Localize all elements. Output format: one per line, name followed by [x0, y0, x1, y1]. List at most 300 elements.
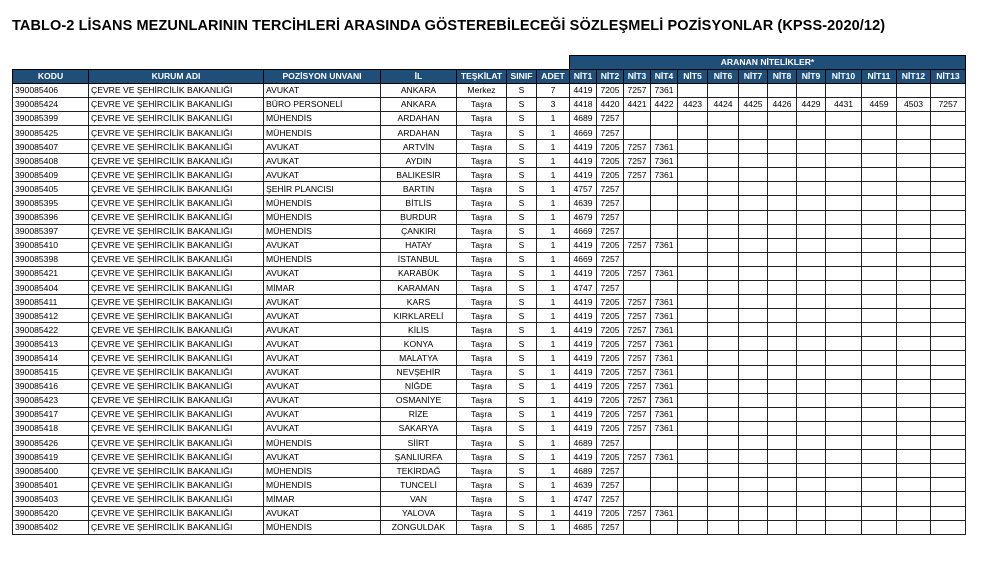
qualification-cell: [768, 83, 797, 97]
class-cell: S: [507, 154, 537, 168]
code-cell: 390085408: [13, 154, 89, 168]
code-cell: 390085398: [13, 252, 89, 266]
column-header: NİT1: [570, 69, 597, 83]
institution-cell: ÇEVRE VE ŞEHİRCİLİK BAKANLIĞI: [89, 210, 264, 224]
organization-cell: Taşra: [457, 407, 507, 421]
code-cell: 390085413: [13, 337, 89, 351]
qualification-cell: [897, 182, 931, 196]
organization-cell: Taşra: [457, 266, 507, 280]
quantity-cell: 3: [537, 97, 570, 111]
code-cell: 390085426: [13, 436, 89, 450]
qualification-cell: [897, 421, 931, 435]
qualification-cell: [826, 168, 862, 182]
qualification-cell: 7257: [624, 323, 651, 337]
qualification-cell: [931, 210, 966, 224]
qualification-cell: [624, 281, 651, 295]
institution-cell: ÇEVRE VE ŞEHİRCİLİK BAKANLIĞI: [89, 492, 264, 506]
institution-cell: ÇEVRE VE ŞEHİRCİLİK BAKANLIĞI: [89, 393, 264, 407]
page-title: TABLO-2 LİSANS MEZUNLARININ TERCİHLERİ ARASINDA GÖSTEREBİLECEĞİ SÖZLEŞMELİ POZİSYONLAR (KPSS-2020/12): [12, 18, 886, 34]
qualification-cell: [678, 351, 708, 365]
province-cell: SİİRT: [381, 436, 457, 450]
qualification-cell: [739, 506, 768, 520]
quantity-cell: 1: [537, 506, 570, 520]
qualification-cell: [708, 520, 739, 534]
qualification-cell: [768, 111, 797, 125]
organization-cell: Taşra: [457, 182, 507, 196]
qualification-cell: [862, 351, 897, 365]
table-row: [13, 224, 966, 238]
qualification-cell: [768, 407, 797, 421]
institution-cell: ÇEVRE VE ŞEHİRCİLİK BAKANLIĞI: [89, 182, 264, 196]
qualification-cell: [897, 238, 931, 252]
qualification-cell: [862, 478, 897, 492]
qualification-cell: [678, 393, 708, 407]
qualification-cell: 7257: [624, 238, 651, 252]
qualification-cell: [826, 393, 862, 407]
column-header: NİT4: [651, 69, 678, 83]
qualification-cell: 7257: [624, 407, 651, 421]
class-cell: S: [507, 379, 537, 393]
qualification-cell: [931, 125, 966, 139]
qualification-cell: 4422: [651, 97, 678, 111]
qualification-cell: [678, 210, 708, 224]
organization-cell: Taşra: [457, 97, 507, 111]
qualification-cell: [797, 492, 826, 506]
qualification-cell: [651, 224, 678, 238]
province-cell: BİTLİS: [381, 196, 457, 210]
qualification-cell: [708, 478, 739, 492]
column-header: NİT2: [597, 69, 624, 83]
super-header-spacer: [13, 56, 570, 70]
position-cell: AVUKAT: [264, 323, 381, 337]
qualification-cell: [708, 379, 739, 393]
qualification-cell: 7257: [624, 154, 651, 168]
column-header: NİT6: [708, 69, 739, 83]
qualification-cell: [897, 351, 931, 365]
qualification-cell: [651, 182, 678, 196]
positions-table: [12, 55, 966, 535]
qualification-cell: [826, 154, 862, 168]
position-cell: MİMAR: [264, 492, 381, 506]
qualification-cell: [862, 520, 897, 534]
qualification-cell: [739, 478, 768, 492]
province-cell: KONYA: [381, 337, 457, 351]
qualification-cell: [768, 154, 797, 168]
qualification-cell: [931, 266, 966, 280]
qualification-cell: [931, 238, 966, 252]
table-row: [13, 450, 966, 464]
quantity-cell: 1: [537, 365, 570, 379]
qualification-cell: 4421: [624, 97, 651, 111]
qualification-cell: 4419: [570, 309, 597, 323]
qualification-cell: [708, 252, 739, 266]
qualification-cell: [862, 266, 897, 280]
code-cell: 390085424: [13, 97, 89, 111]
organization-cell: Taşra: [457, 379, 507, 393]
quantity-cell: 7: [537, 83, 570, 97]
qualification-cell: [862, 238, 897, 252]
quantity-cell: 1: [537, 351, 570, 365]
qualification-cell: 4419: [570, 407, 597, 421]
province-cell: BARTIN: [381, 182, 457, 196]
qualification-cell: [768, 365, 797, 379]
qualification-cell: [826, 379, 862, 393]
qualification-cell: 7205: [597, 295, 624, 309]
province-cell: ÇANKIRI: [381, 224, 457, 238]
quantity-cell: 1: [537, 337, 570, 351]
table-row: [13, 97, 966, 111]
province-cell: HATAY: [381, 238, 457, 252]
qualification-cell: [708, 140, 739, 154]
code-cell: 390085402: [13, 520, 89, 534]
qualification-cell: [678, 365, 708, 379]
qualification-cell: [624, 210, 651, 224]
column-header: NİT3: [624, 69, 651, 83]
qualification-cell: [826, 224, 862, 238]
qualification-cell: [862, 337, 897, 351]
qualification-cell: [897, 210, 931, 224]
class-cell: S: [507, 520, 537, 534]
qualification-cell: [797, 281, 826, 295]
qualification-cell: 7257: [597, 252, 624, 266]
qualification-cell: [708, 111, 739, 125]
qualification-cell: [931, 140, 966, 154]
qualification-cell: [678, 337, 708, 351]
qualification-cell: 7257: [597, 436, 624, 450]
qualification-cell: [768, 351, 797, 365]
province-cell: BALIKESİR: [381, 168, 457, 182]
qualification-cell: 4419: [570, 266, 597, 280]
qualification-cell: [797, 182, 826, 196]
qualification-cell: [739, 140, 768, 154]
organization-cell: Taşra: [457, 337, 507, 351]
qualification-cell: 7205: [597, 337, 624, 351]
qualification-cell: 7361: [651, 365, 678, 379]
code-cell: 390085399: [13, 111, 89, 125]
organization-cell: Taşra: [457, 224, 507, 238]
table-row: [13, 281, 966, 295]
qualification-cell: [768, 520, 797, 534]
aranan-nitelikler-header: ARANAN NİTELİKLER*: [570, 56, 966, 70]
qualification-cell: [708, 309, 739, 323]
province-cell: MALATYA: [381, 351, 457, 365]
qualification-cell: [931, 393, 966, 407]
qualification-cell: 7361: [651, 154, 678, 168]
institution-cell: ÇEVRE VE ŞEHİRCİLİK BAKANLIĞI: [89, 252, 264, 266]
qualification-cell: [797, 154, 826, 168]
qualification-cell: [897, 492, 931, 506]
code-cell: 390085409: [13, 168, 89, 182]
table-row: [13, 351, 966, 365]
qualification-cell: 7361: [651, 421, 678, 435]
qualification-cell: [797, 478, 826, 492]
qualification-cell: 7361: [651, 140, 678, 154]
qualification-cell: [826, 295, 862, 309]
qualification-cell: [708, 436, 739, 450]
qualification-cell: [768, 238, 797, 252]
qualification-cell: [797, 295, 826, 309]
qualification-cell: 7205: [597, 379, 624, 393]
qualification-cell: 4418: [570, 97, 597, 111]
position-cell: AVUKAT: [264, 83, 381, 97]
qualification-cell: [897, 520, 931, 534]
qualification-cell: 4679: [570, 210, 597, 224]
quantity-cell: 1: [537, 436, 570, 450]
qualification-cell: [862, 436, 897, 450]
qualification-cell: [826, 365, 862, 379]
class-cell: S: [507, 365, 537, 379]
qualification-cell: [678, 421, 708, 435]
qualification-cell: [797, 309, 826, 323]
qualification-cell: [862, 464, 897, 478]
qualification-cell: [739, 210, 768, 224]
qualification-cell: [931, 196, 966, 210]
qualification-cell: [826, 351, 862, 365]
code-cell: 390085407: [13, 140, 89, 154]
qualification-cell: [862, 407, 897, 421]
qualification-cell: [897, 436, 931, 450]
positions-table-container: [12, 55, 966, 535]
qualification-cell: [768, 309, 797, 323]
institution-cell: ÇEVRE VE ŞEHİRCİLİK BAKANLIĞI: [89, 337, 264, 351]
qualification-cell: [931, 421, 966, 435]
qualification-cell: [897, 168, 931, 182]
quantity-cell: 1: [537, 309, 570, 323]
qualification-cell: [708, 295, 739, 309]
code-cell: 390085423: [13, 393, 89, 407]
province-cell: ARDAHAN: [381, 111, 457, 125]
qualification-cell: [739, 365, 768, 379]
organization-cell: Taşra: [457, 154, 507, 168]
qualification-cell: 7205: [597, 421, 624, 435]
table-row: [13, 210, 966, 224]
quantity-cell: 1: [537, 140, 570, 154]
position-cell: AVUKAT: [264, 168, 381, 182]
column-header: NİT5: [678, 69, 708, 83]
qualification-cell: [768, 168, 797, 182]
qualification-cell: [678, 478, 708, 492]
column-header: NİT10: [826, 69, 862, 83]
qualification-cell: [931, 295, 966, 309]
qualification-cell: 7361: [651, 379, 678, 393]
code-cell: 390085412: [13, 309, 89, 323]
organization-cell: Taşra: [457, 365, 507, 379]
qualification-cell: [708, 238, 739, 252]
qualification-cell: [708, 393, 739, 407]
quantity-cell: 1: [537, 407, 570, 421]
qualification-cell: [678, 492, 708, 506]
qualification-cell: [739, 83, 768, 97]
qualification-cell: [678, 281, 708, 295]
qualification-cell: 7361: [651, 238, 678, 252]
qualification-cell: 7257: [624, 506, 651, 520]
qualification-cell: [826, 323, 862, 337]
qualification-cell: [897, 464, 931, 478]
quantity-cell: 1: [537, 182, 570, 196]
qualification-cell: [678, 125, 708, 139]
table-row: [13, 309, 966, 323]
qualification-cell: [826, 140, 862, 154]
qualification-cell: [862, 506, 897, 520]
qualification-cell: [768, 421, 797, 435]
qualification-cell: 4669: [570, 125, 597, 139]
qualification-cell: 7205: [597, 323, 624, 337]
qualification-cell: 7205: [597, 450, 624, 464]
class-cell: S: [507, 492, 537, 506]
qualification-cell: [797, 323, 826, 337]
table-row: [13, 379, 966, 393]
qualification-cell: [897, 125, 931, 139]
column-header: ADET: [537, 69, 570, 83]
quantity-cell: 1: [537, 125, 570, 139]
institution-cell: ÇEVRE VE ŞEHİRCİLİK BAKANLIĞI: [89, 295, 264, 309]
qualification-cell: [678, 520, 708, 534]
qualification-cell: 4669: [570, 224, 597, 238]
class-cell: S: [507, 351, 537, 365]
province-cell: VAN: [381, 492, 457, 506]
qualification-cell: [651, 436, 678, 450]
qualification-cell: [708, 421, 739, 435]
qualification-cell: [862, 168, 897, 182]
organization-cell: Taşra: [457, 478, 507, 492]
quantity-cell: 1: [537, 492, 570, 506]
table-row: [13, 492, 966, 506]
qualification-cell: [678, 238, 708, 252]
quantity-cell: 1: [537, 323, 570, 337]
qualification-cell: 4419: [570, 351, 597, 365]
qualification-cell: 7257: [624, 393, 651, 407]
qualification-cell: [797, 266, 826, 280]
qualification-cell: 7257: [931, 97, 966, 111]
class-cell: S: [507, 450, 537, 464]
province-cell: ŞANLIURFA: [381, 450, 457, 464]
qualification-cell: [739, 224, 768, 238]
province-cell: ANKARA: [381, 83, 457, 97]
qualification-cell: [678, 450, 708, 464]
qualification-cell: [897, 379, 931, 393]
qualification-cell: [651, 252, 678, 266]
class-cell: S: [507, 224, 537, 238]
qualification-cell: [897, 309, 931, 323]
qualification-cell: [768, 295, 797, 309]
qualification-cell: [862, 295, 897, 309]
province-cell: ANKARA: [381, 97, 457, 111]
qualification-cell: 7361: [651, 295, 678, 309]
qualification-cell: [862, 111, 897, 125]
qualification-cell: [708, 83, 739, 97]
class-cell: S: [507, 323, 537, 337]
table-row: [13, 295, 966, 309]
qualification-cell: 4419: [570, 365, 597, 379]
qualification-cell: [739, 379, 768, 393]
column-header: NİT9: [797, 69, 826, 83]
position-cell: MÜHENDİS: [264, 196, 381, 210]
code-cell: 390085396: [13, 210, 89, 224]
qualification-cell: 7361: [651, 506, 678, 520]
table-row: [13, 196, 966, 210]
qualification-cell: [931, 83, 966, 97]
qualification-cell: [897, 83, 931, 97]
qualification-cell: [862, 252, 897, 266]
qualification-cell: [862, 421, 897, 435]
qualification-cell: 7205: [597, 140, 624, 154]
table-row: [13, 182, 966, 196]
qualification-cell: 4419: [570, 421, 597, 435]
code-cell: 390085411: [13, 295, 89, 309]
qualification-cell: [678, 182, 708, 196]
qualification-cell: [651, 464, 678, 478]
province-cell: ZONGULDAK: [381, 520, 457, 534]
qualification-cell: [897, 506, 931, 520]
province-cell: TEKİRDAĞ: [381, 464, 457, 478]
institution-cell: ÇEVRE VE ŞEHİRCİLİK BAKANLIĞI: [89, 154, 264, 168]
qualification-cell: 7361: [651, 450, 678, 464]
qualification-cell: [826, 407, 862, 421]
qualification-cell: 4639: [570, 478, 597, 492]
class-cell: S: [507, 111, 537, 125]
code-cell: 390085420: [13, 506, 89, 520]
qualification-cell: [739, 309, 768, 323]
qualification-cell: 7205: [597, 309, 624, 323]
qualification-cell: 7257: [597, 125, 624, 139]
organization-cell: Taşra: [457, 281, 507, 295]
qualification-cell: [826, 210, 862, 224]
table-row: [13, 83, 966, 97]
qualification-cell: 7257: [597, 196, 624, 210]
qualification-cell: [768, 379, 797, 393]
qualification-cell: 4419: [570, 450, 597, 464]
province-cell: RİZE: [381, 407, 457, 421]
qualification-cell: 7205: [597, 154, 624, 168]
qualification-cell: 7257: [624, 450, 651, 464]
qualification-cell: [862, 281, 897, 295]
position-cell: AVUKAT: [264, 337, 381, 351]
quantity-cell: 1: [537, 210, 570, 224]
position-cell: AVUKAT: [264, 140, 381, 154]
organization-cell: Taşra: [457, 252, 507, 266]
qualification-cell: [768, 323, 797, 337]
qualification-cell: [739, 520, 768, 534]
qualification-cell: [768, 436, 797, 450]
table-row: [13, 464, 966, 478]
qualification-cell: [897, 252, 931, 266]
qualification-cell: [862, 492, 897, 506]
position-cell: AVUKAT: [264, 266, 381, 280]
code-cell: 390085419: [13, 450, 89, 464]
qualification-cell: 7257: [597, 210, 624, 224]
qualification-cell: [624, 464, 651, 478]
qualification-cell: [797, 450, 826, 464]
institution-cell: ÇEVRE VE ŞEHİRCİLİK BAKANLIĞI: [89, 379, 264, 393]
province-cell: BURDUR: [381, 210, 457, 224]
organization-cell: Taşra: [457, 210, 507, 224]
table-row: [13, 111, 966, 125]
position-cell: MÜHENDİS: [264, 478, 381, 492]
qualification-cell: [708, 266, 739, 280]
table-row: [13, 436, 966, 450]
qualification-cell: [862, 379, 897, 393]
qualification-cell: [797, 506, 826, 520]
qualification-cell: 4685: [570, 520, 597, 534]
table-row: [13, 140, 966, 154]
class-cell: S: [507, 478, 537, 492]
qualification-cell: 7205: [597, 365, 624, 379]
position-cell: MÜHENDİS: [264, 224, 381, 238]
qualification-cell: 7205: [597, 238, 624, 252]
column-header: KURUM ADI: [89, 69, 264, 83]
qualification-cell: [826, 125, 862, 139]
organization-cell: Taşra: [457, 196, 507, 210]
